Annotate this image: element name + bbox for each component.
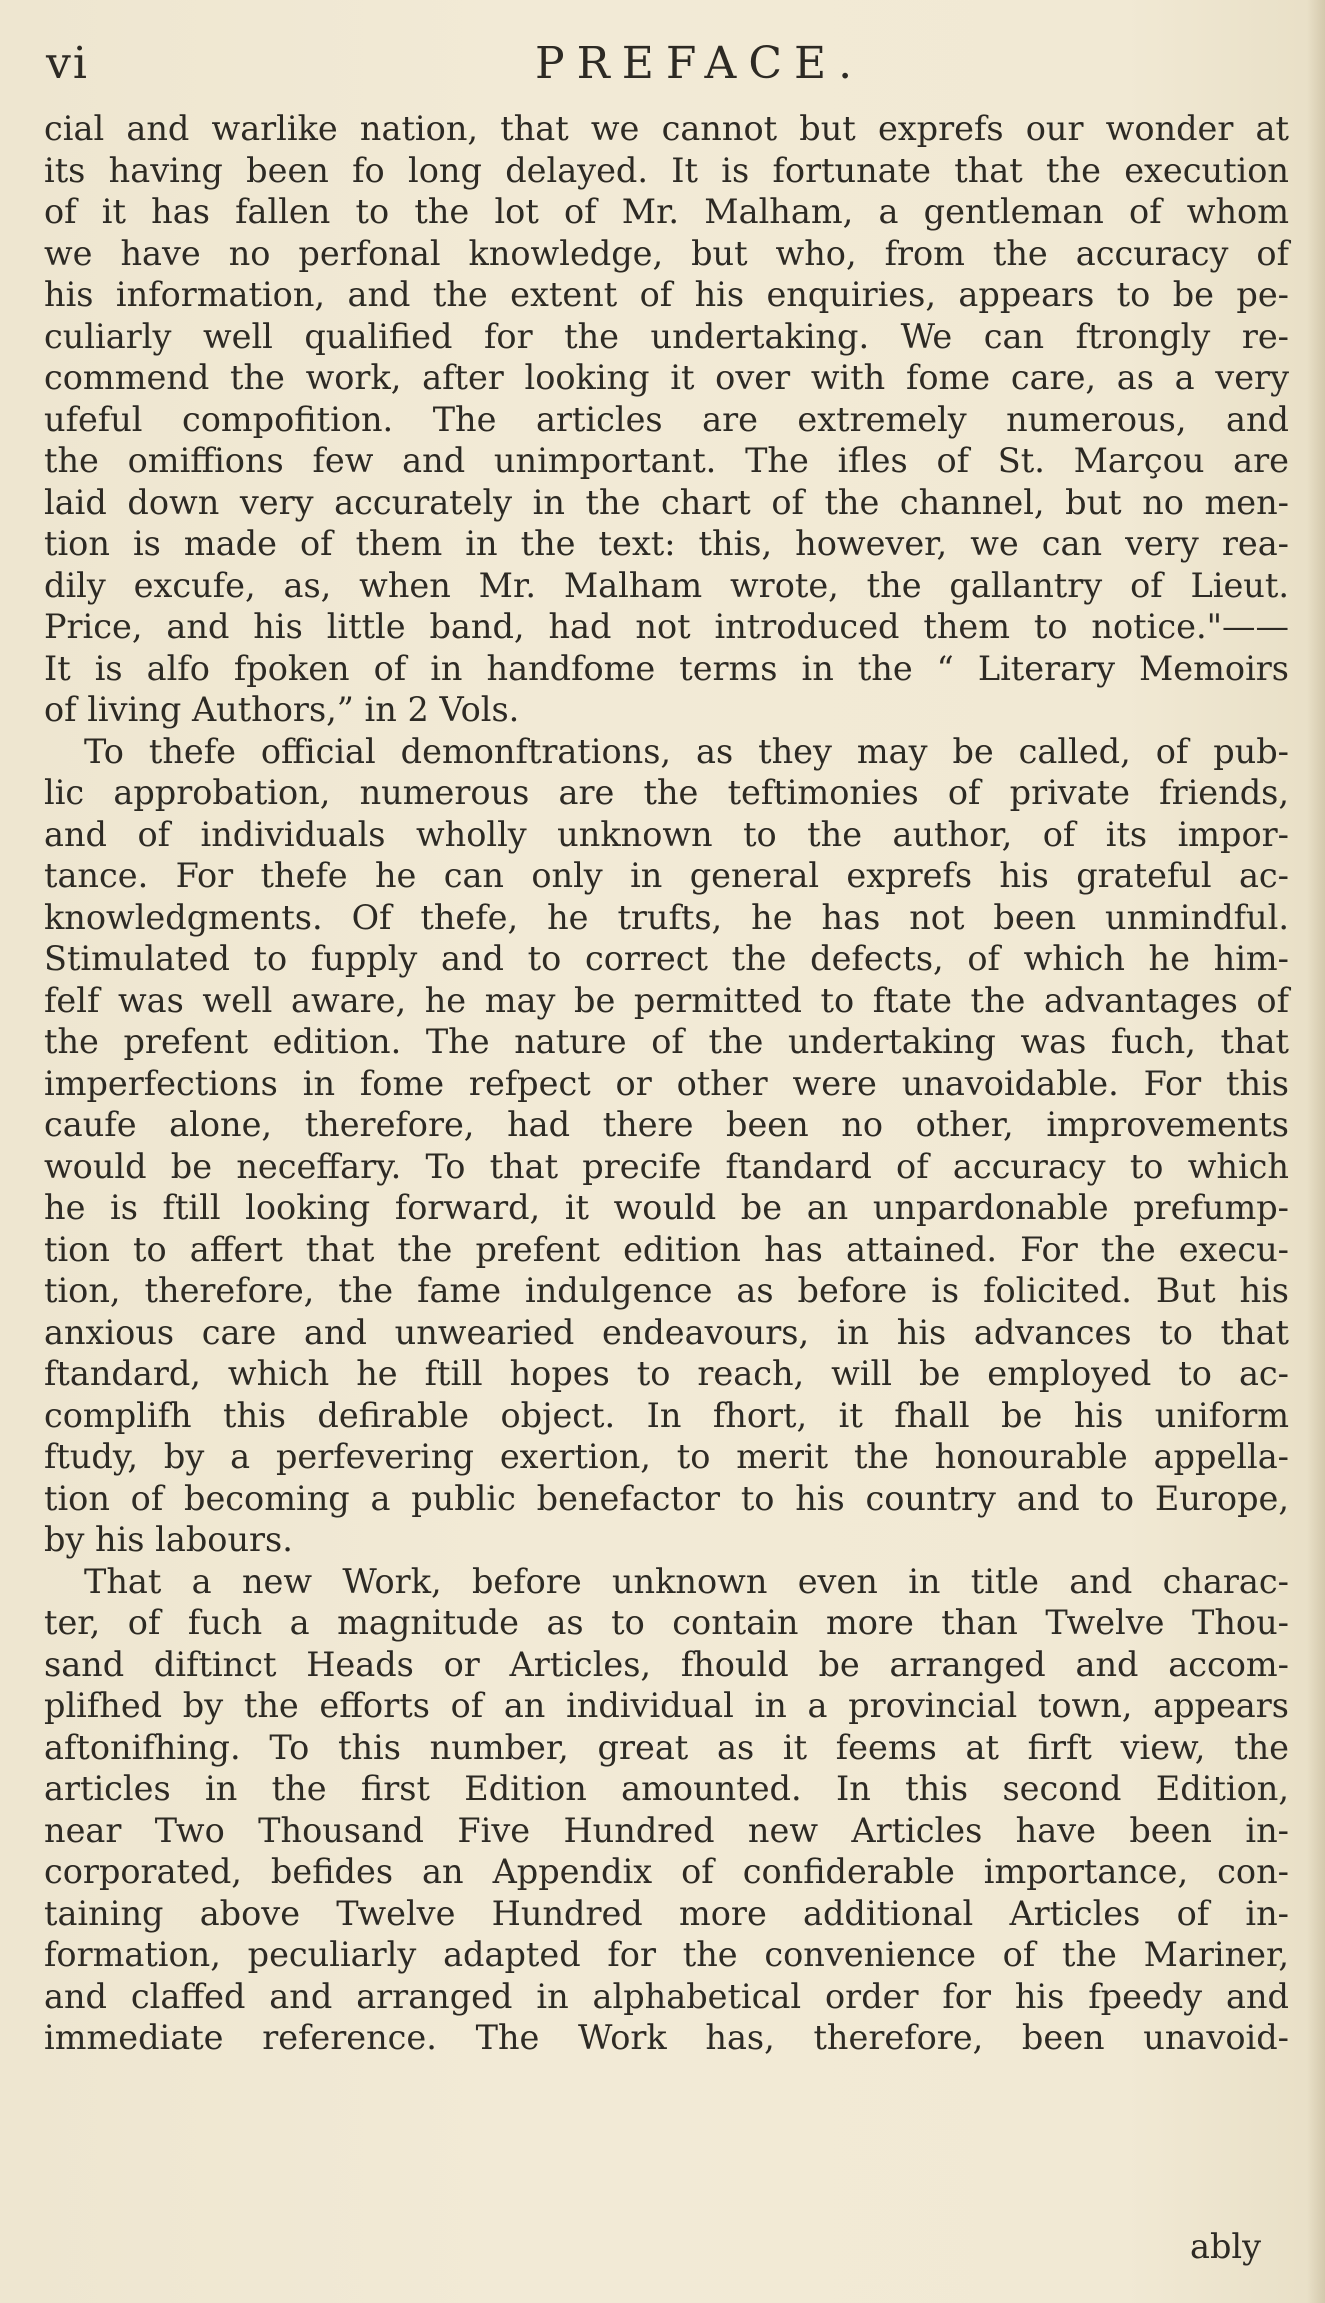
text-line: It is alfo fpoken of in handfome terms in the “ Literary Memoirs [44,648,1289,688]
running-head: PREFACE. [535,38,865,89]
text-line: caufe alone, therefore, had there been no other, improvements [44,1105,1289,1144]
text-line: tion is made of them in the text: this, however, we can very rea- [44,524,1289,563]
paragraph [44,731,1289,1561]
text-line: imperfections in fome refpect or other were unavoidable. For this [44,1063,1289,1103]
text-line: he is ftill looking forward, it would be an unpardonable prefump- [44,1188,1289,1227]
text-line: ftandard, which he ftill hopes to reach, will be employed to ac- [44,1354,1289,1393]
text-line: its having been fo long delayed. It is fortunate that the execution [44,150,1289,190]
text-line: by his labours. [44,1520,293,1559]
page-number: vi [46,38,89,89]
text-line: and of individuals wholly unknown to the author, of its impor- [44,814,1289,854]
text-line: his information, and the extent of his enquiries, appears to be pe- [44,275,1289,314]
text-line: tion, therefore, the fame indulgence as before is folicited. But his [44,1271,1289,1310]
text-line: ufeful compofition. The articles are extremely numerous, and [44,399,1289,439]
page-header [40,30,1290,90]
body-text [44,108,1289,2059]
text-line: plifhed by the efforts of an individual in a provincial town, appears [44,1686,1289,1725]
text-line: the omiffions few and unimportant. The ifles of St. Marçou are [44,441,1289,480]
text-line: Price, and his little band, had not introduced them to notice."—— [44,607,1289,646]
text-line: dily excufe, as, when Mr. Malham wrote, the gallantry of Lieut. [44,565,1289,605]
text-line: Stimulated to fupply and to correct the defects, of which he him- [44,939,1289,978]
text-line: knowledgments. Of thefe, he trufts, he has not been unmindful. [44,897,1289,937]
paragraph [44,108,1289,731]
text-line: tion of becoming a public benefactor to his country and to Europe, [44,1478,1289,1518]
text-line: lic approbation, numerous are the teftimonies of private friends, [44,773,1289,812]
text-line: complifh this defirable object. In fhort, it fhall be his uniform [44,1395,1289,1435]
text-line: culiarly well qualified for the undertaking. We can ftrongly re- [44,316,1289,356]
text-line: of it has fallen to the lot of Mr. Malham, a gentleman of whom [44,192,1289,231]
text-line: tance. For thefe he can only in general exprefs his grateful ac- [44,856,1289,895]
text-line: aftonifhing. To this number, great as it feems at firft view, the [44,1727,1289,1767]
text-line: immediate reference. The Work has, therefore, been unavoid- [44,2018,1289,2057]
text-line: cial and warlike nation, that we cannot but exprefs our wonder at [44,109,1289,148]
text-line: of living Authors,” in 2 Vols. [44,690,520,729]
catchword: ably [1190,2227,1262,2266]
page-edge-shadow [1307,0,1325,2303]
text-line: the prefent edition. The nature of the undertaking was fuch, that [44,1022,1289,1061]
text-line: sand diftinct Heads or Articles, fhould be arranged and accom- [44,1644,1289,1684]
text-line: anxious care and unwearied endeavours, in his advances to that [44,1312,1289,1352]
text-line: commend the work, after looking it over with fome care, as a very [44,358,1289,397]
text-line: laid down very accurately in the chart of the channel, but no men- [44,482,1289,522]
text-line: near Two Thousand Five Hundred new Articles have been in- [44,1810,1289,1850]
paragraph [44,1561,1289,2059]
text-line: ter, of fuch a magnitude as to contain more than Twelve Thou- [44,1603,1289,1642]
text-line: and claffed and arranged in alphabetical order for his fpeedy and [44,1976,1289,2016]
text-line: would be neceffary. To that precife ftandard of accuracy to which [44,1146,1289,1186]
text-line: taining above Twelve Hundred more additional Articles of in- [44,1893,1289,1933]
text-line: we have no perfonal knowledge, but who, from the accuracy of [44,233,1289,273]
text-line: That a new Work, before unknown even in title and charac- [84,1561,1289,1601]
text-line: formation, peculiarly adapted for the convenience of the Mariner, [44,1935,1289,1974]
text-line: articles in the first Edition amounted. In this second Edition, [44,1769,1289,1808]
text-line: To thefe official demonftrations, as they may be called, of pub- [84,731,1289,771]
text-line: ftudy, by a perfevering exertion, to merit the honourable appella- [44,1437,1289,1476]
text-line: corporated, befides an Appendix of confiderable importance, con- [44,1852,1289,1891]
text-line: tion to affert that the prefent edition has attained. For the execu- [44,1229,1289,1269]
text-line: felf was well aware, he may be permitted to ftate the advantages of [44,980,1289,1020]
